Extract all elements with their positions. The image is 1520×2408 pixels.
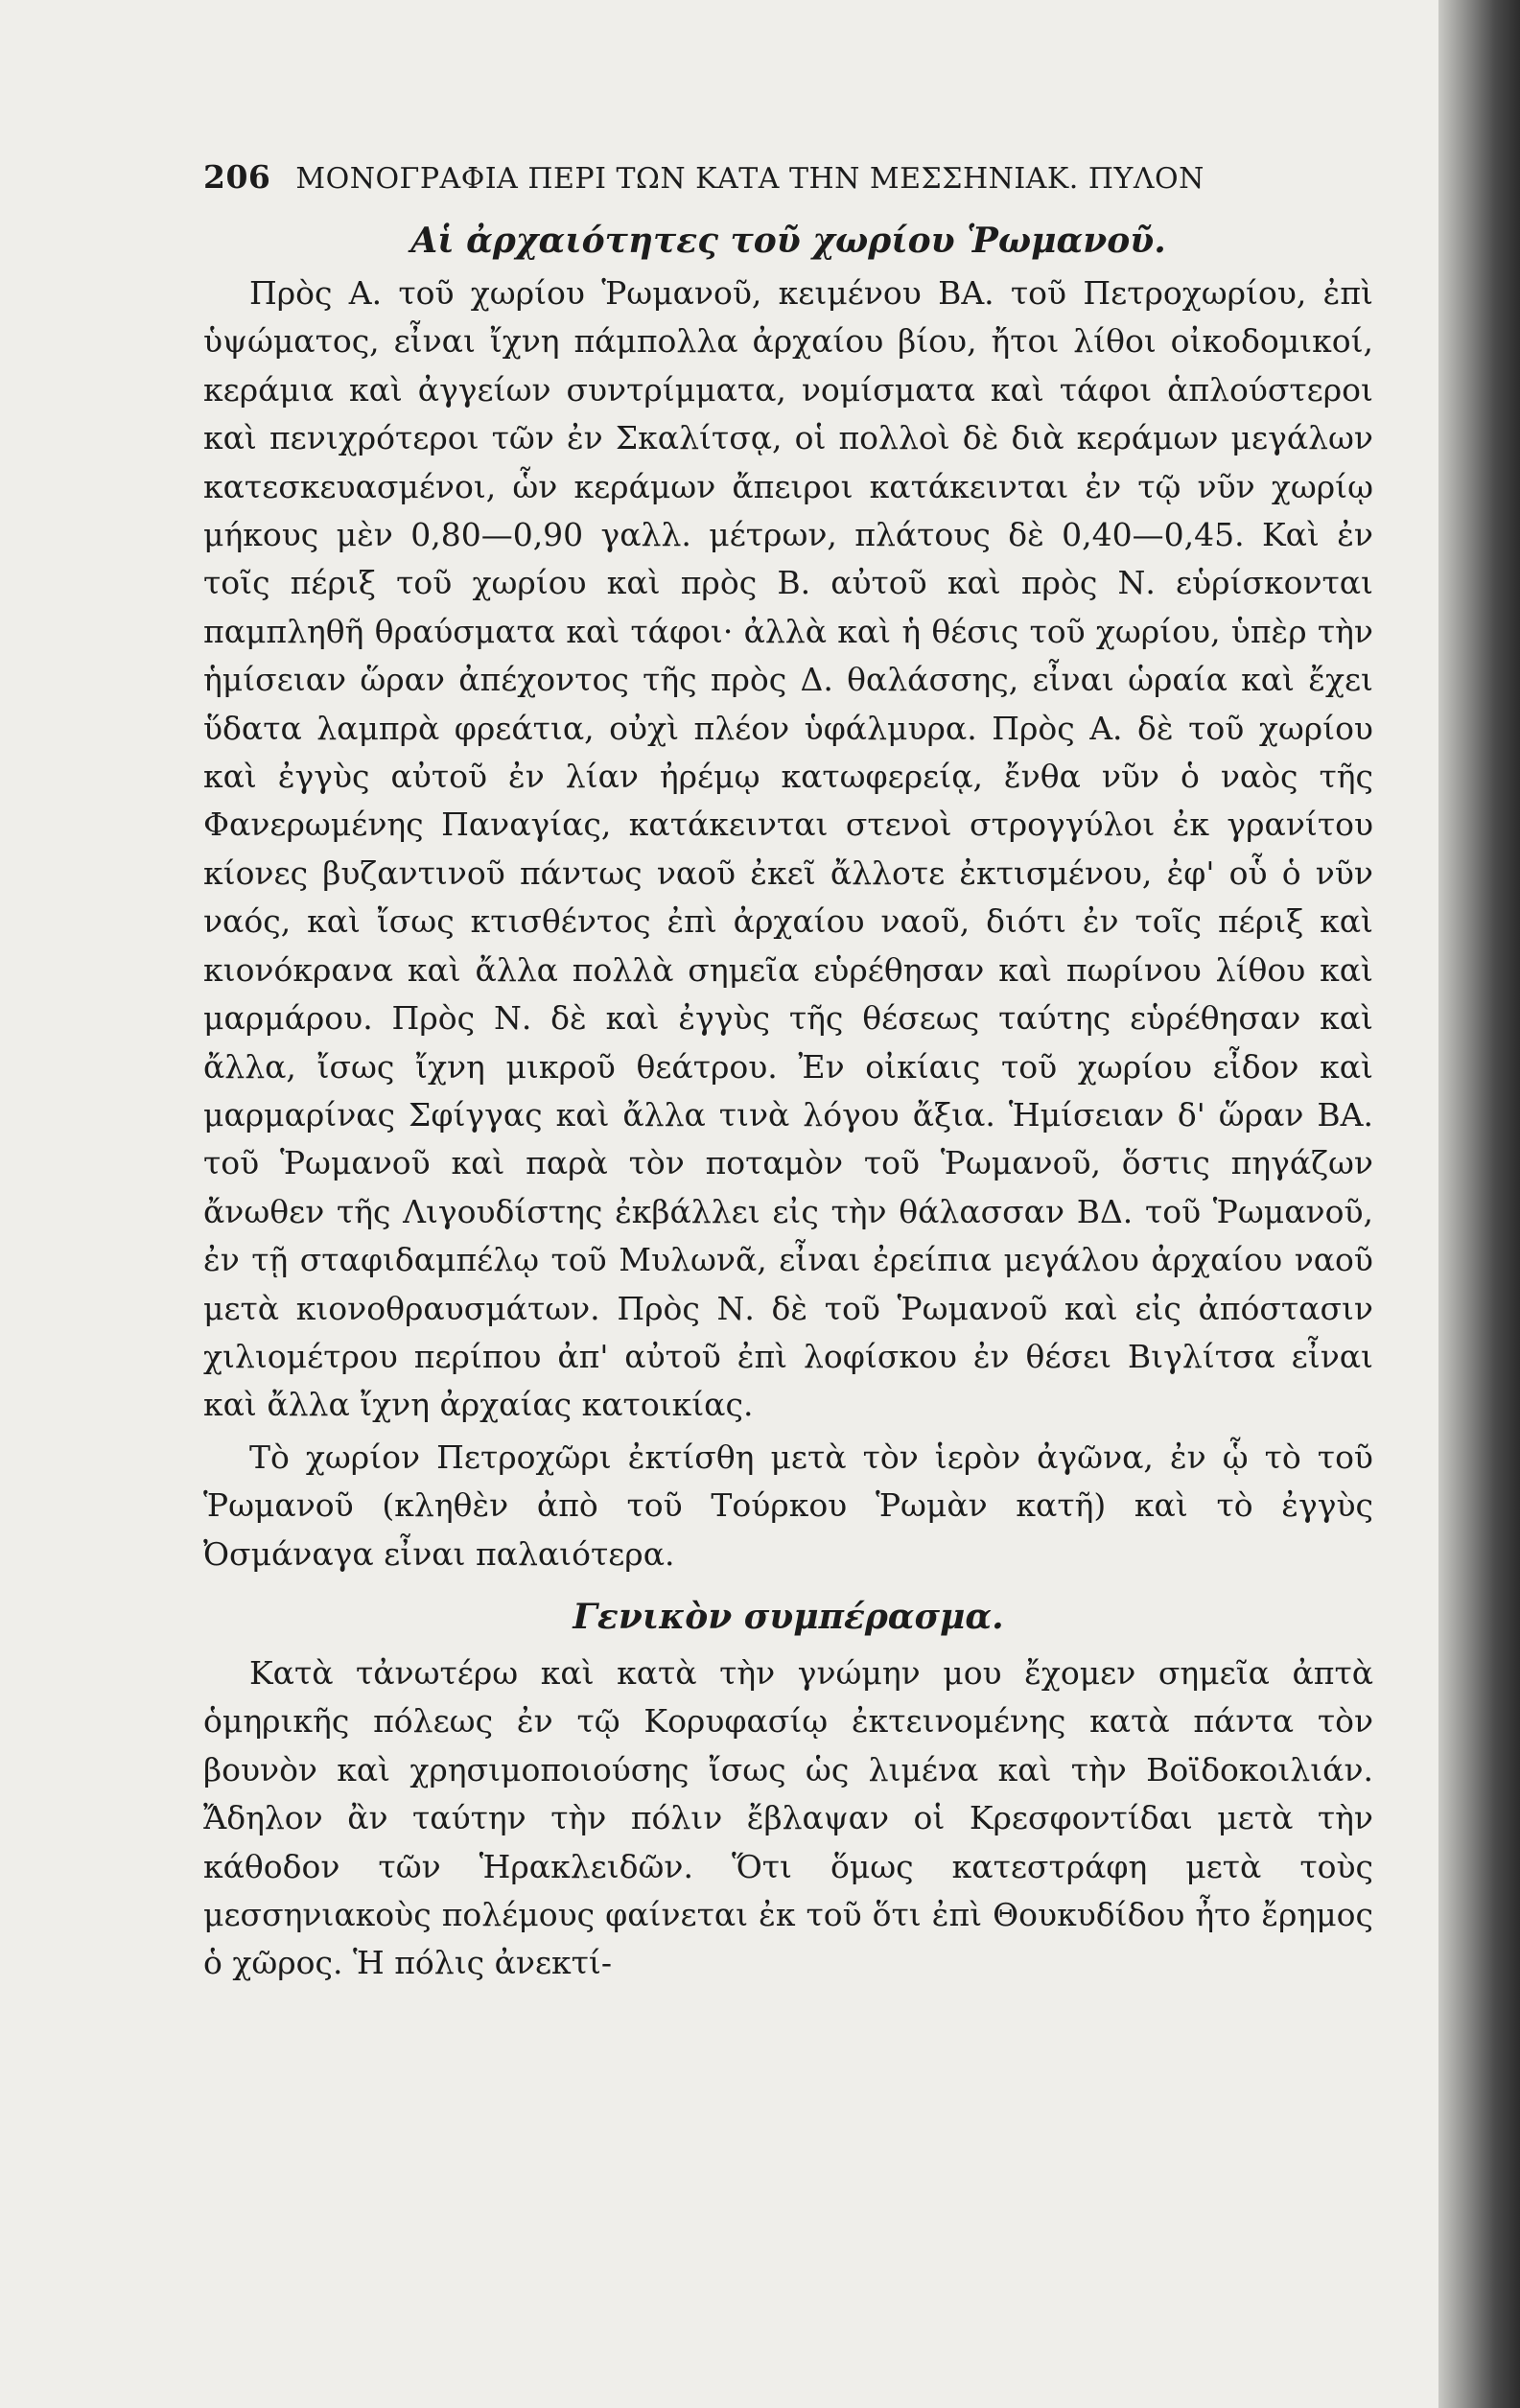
- paragraph-antiquities-description: Πρὸς Α. τοῦ χωρίου Ῥωμανοῦ, κειμένου ΒΑ. τοῦ Πετροχωρίου, ἐπὶ ὑψώματος, εἶναι ἴχνη πάμπολλα ἀρχαίου βίου, ἤτοι λίθοι οἰκοδομικοί, κεράμια καὶ ἀγγείων συντρίμματα, νομίσματα καὶ τάφοι ἁπλούστεροι καὶ πενιχρότεροι τῶν ἐν Σκαλίτσᾳ, οἱ πολλοὶ δὲ διὰ κεράμων μεγάλων κατεσκευασμένοι, ὧν κεράμων ἄπειροι κατάκεινται ἐν τῷ νῦν χωρίῳ μήκους μὲν 0,80—0,90 γαλλ. μέτρων, πλάτους δὲ 0,40—0,45. Καὶ ἐν τοῖς πέριξ τοῦ χωρίου καὶ πρὸς Β. αὐτοῦ καὶ πρὸς Ν. εὑρίσκονται παμπληθῆ θραύσματα καὶ τάφοι· ἀλλὰ καὶ ἡ θέσις τοῦ χωρίου, ὑπὲρ τὴν ἡμίσειαν ὥραν ἀπέχοντος τῆς πρὸς Δ. θαλάσσης, εἶναι ὡραία καὶ ἔχει ὕδατα λαμπρὰ φρεάτια, οὐχὶ πλέον ὑφάλμυρα. Πρὸς Α. δὲ τοῦ χωρίου καὶ ἐγγὺς αὐτοῦ ἐν λίαν ἠρέμῳ κατωφερείᾳ, ἔνθα νῦν ὁ ναὸς τῆς Φανερωμένης Παναγίας, κατάκεινται στενοὶ στρογγύλοι ἐκ γρανίτου κίονες βυζαντινοῦ πάντως ναοῦ ἐκεῖ ἄλλοτε ἐκτισμένου, ἐφ' οὗ ὁ νῦν ναός, καὶ ἴσως κτισθέντος ἐπὶ ἀρχαίου ναοῦ, διότι ἐν τοῖς πέριξ καὶ κιονόκρανα καὶ ἄλλα πολλὰ σημεῖα εὑρέθησαν καὶ πωρίνου λίθου καὶ μαρμάρου. Πρὸς Ν. δὲ καὶ ἐγγὺς τῆς θέσεως ταύτης εὑρέθησαν καὶ ἄλλα, ἴσως ἴχνη μικροῦ θεάτρου. Ἐν οἰκίαις τοῦ χωρίου εἶδον καὶ μαρμαρίνας Σφίγγας καὶ ἄλλα τινὰ λόγου ἄξια. Ἡμίσειαν δ' ὥραν ΒΑ. τοῦ Ῥωμανοῦ καὶ παρὰ τὸν ποταμὸν τοῦ Ῥωμανοῦ, ὅστις πηγάζων ἄνωθεν τῆς Λιγουδίστης ἐκβάλλει εἰς τὴν θάλασσαν ΒΔ. τοῦ Ῥωμανοῦ, ἐν τῇ σταφιδαμπέλῳ τοῦ Μυλωνᾶ, εἶναι ἐρείπια μεγάλου ἀρχαίου ναοῦ μετὰ κιονοθραυσμάτων. Πρὸς Ν. δὲ τοῦ Ῥωμανοῦ καὶ εἰς ἀπόστασιν χιλιομέτρου περίπου ἀπ' αὐτοῦ ἐπὶ λοφίσκου ἐν θέσει Βιγλίτσα εἶναι καὶ ἄλλα ἴχνη ἀρχαίας κατοικίας.: [203, 274, 1373, 1424]
- book-gutter-shadow: [1438, 0, 1520, 2408]
- section-heading-antiquities: Αἱ ἀρχαιότητες τοῦ χωρίου Ῥωμανοῦ.: [410, 221, 1166, 261]
- page-content: [203, 158, 1373, 1988]
- running-head: [203, 158, 1373, 210]
- paragraph-conclusion: Κατὰ τἀνωτέρω καὶ κατὰ τὴν γνώμην μου ἔχομεν σημεῖα ἀπτὰ ὁμηρικῆς πόλεως ἐν τῷ Κορυφασίῳ ἐκτεινομένης κατὰ πάντα τὸν βουνὸν καὶ χρησιμοποιούσης ἴσως ὡς λιμένα καὶ τὴν Βοϊδοκοιλιάν. Ἄδηλον ἂν ταύτην τὴν πόλιν ἔβλαψαν οἱ Κρεσφοντίδαι μετὰ τὴν κάθοδον τῶν Ἡρακλειδῶν. Ὅτι ὅμως κατεστράφη μετὰ τοὺς μεσσηνιακοὺς πολέμους φαίνεται ἐκ τοῦ ὅτι ἐπὶ Θουκυδίδου ἦτο ἔρημος ὁ χῶρος. Ἡ πόλις ἀνεκτί-: [203, 1653, 1373, 1982]
- page-number: 206: [203, 158, 271, 196]
- section-heading-conclusion: Γενικὸν συμπέρασμα.: [573, 1596, 1004, 1637]
- running-title: ΜΟΝΟΓΡΑΦΙΑ ΠΕΡΙ ΤΩΝ ΚΑΤΑ ΤΗΝ ΜΕΣΣΗΝΙΑΚ. ΠΥΛΟΝ: [295, 162, 1204, 196]
- paragraph-petrochori: Τὸ χωρίον Πετροχῶρι ἐκτίσθη μετὰ τὸν ἱερὸν ἀγῶνα, ἐν ᾧ τὸ τοῦ Ῥωμανοῦ (κληθὲν ἀπὸ τοῦ Τούρκου Ῥωμὰν κατῆ) καὶ τὸ ἐγγὺς Ὀσμάναγα εἶναι παλαιότερα.: [203, 1438, 1373, 1573]
